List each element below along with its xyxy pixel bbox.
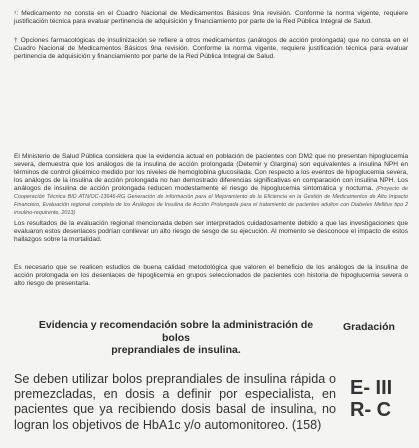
citation-bid-project: (Proyecto de Cooperación Técnica BID ATN/OC-13646-RG Generación de información para el Mejoramiento de la Eficiencia en la Gestión de Medicamentos de Alto Impacto Financiero, Evaluación regional completa de los Análogos de Insulina de Acción Prolongada para el tratamiento de pacientes adultos con Diabetes Mellitus tipo 2 insulino-requirente, 2013): [14, 186, 408, 216]
recommendation-text: Se deben utilizar bolos preprandiales de insulina rápida o premezcladas, en dosis a definir por especialista, en pacientes que ya recibiendo dosis basal de insulina, no logran los objetivos de HbA1c y/o automonitoreo. (158): [14, 372, 336, 432]
paragraph-msp-evidence: [14, 153, 408, 217]
paragraph-regional-evaluation: Los resultados de la evaluación regional mencionada deben ser interpretados cuidadosamente debido a que las investigaciones que evaluaron estos desenlaces podrían conllevar un alto riesgo de sesgo de su ejecución. Al momento se desconoce el impacto de estos hallazgos sobre la mortalidad.: [14, 220, 408, 243]
recommendation-title-line2: preprandiales de insulina.: [111, 344, 241, 356]
evidence-grade: E- III: [350, 377, 393, 399]
footnote-medication-not-listed: ¹: Medicamento no consta en el Cuadro Nacional de Medicamentos Básicos 9na revisión. Conforme la norma vigente, requiere justificación técnica para evaluar pertinencia de adquisición y financiamiento por parte de la Red Pública Integral de Salud.: [14, 10, 408, 25]
paragraph-further-studies: Es necesario que se realicen estudios de buena calidad metodológica que valoren el beneficio de los análogos de la insulina de acción prolongada en los desenlaces de hipoglicemia en grupos seleccionados de pacientes con historia de hipoglucemia severa o alto riesgo de presentarla.: [14, 264, 408, 287]
recommendation-grade: R- C: [350, 399, 392, 421]
paragraph-msp-evidence-text: El Ministerio de Salud Pública considera que la evidencia actual en población de pacientes con DM2 que no presentan hipoglucemia severa, demuestra que los análogos de la insulina de acción prolongada (Detemir y Glargina) son equivalentes a insulina NPH en términos de control glicémico medido por los niveles de hemoglobina glucosilada. Con respecto a los eventos de hipoglucemia severa, los análogos de la insulina de acción prolongada no han demostrado diferencias significativas en comparación con insulina NPH. Los análogos de insulina de acción prolongada reducen modestamente el riesgo de hipoglucemia sintomática y nocturna.: [14, 153, 408, 192]
grading-header: Gradación: [343, 321, 395, 333]
recommendation-title-line1: Evidencia y recomendación sobre la administración de bolos: [38, 319, 314, 344]
recommendation-title: [26, 319, 326, 357]
footnote-insulinization-options: † Opciones farmacológicas de insulinización se refiere a otros medicamentos (análogos de acción prolongada) que no consta en el Cuadro Nacional de Medicamentos Básicos 9na revisión. Conforme la norma vigente, requiere justificación técnica para evaluar pertinencia de adquisición y financiamiento por parte de la Red Pública Integral de Salud.: [14, 37, 408, 60]
grading-values: [350, 377, 392, 421]
